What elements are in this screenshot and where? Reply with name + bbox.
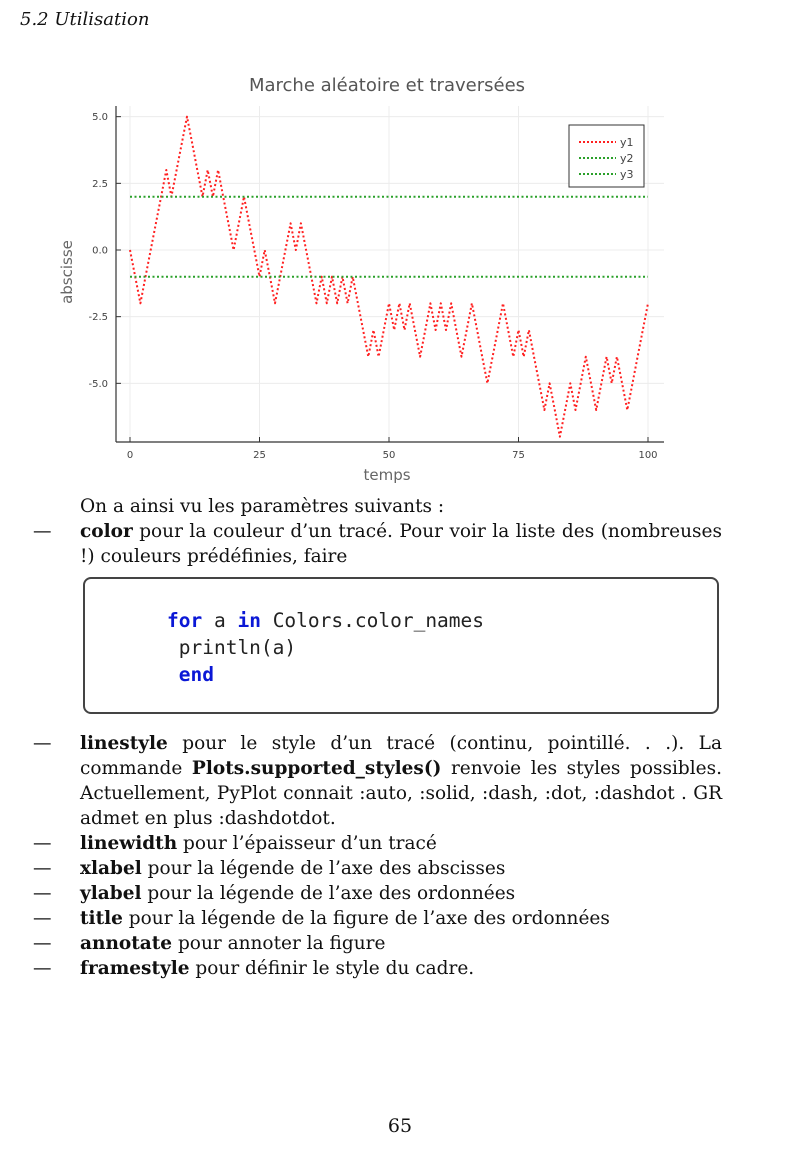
list-item-annotate: [33, 931, 722, 956]
y-tick-label: -2.5: [88, 312, 108, 324]
term-color: color: [80, 521, 133, 542]
list-item-linestyle: [33, 731, 722, 831]
list-dash: —: [33, 833, 52, 854]
term-linewidth: linewidth: [80, 833, 178, 854]
list-item-framestyle: [33, 956, 722, 981]
desc-xlabel: pour la légende de l’axe des abscisses: [141, 858, 506, 879]
y-tick-label: 5.0: [92, 112, 108, 124]
term-linestyle: linestyle: [80, 733, 168, 754]
list-item-ylabel: [33, 881, 722, 906]
code-iterable: Colors.color_names: [260, 609, 485, 632]
y-tick-label: 2.5: [92, 178, 108, 190]
intro-text: On a ainsi vu les paramètres suivants :: [80, 496, 445, 517]
list-dash: —: [33, 958, 52, 979]
x-axis-label: temps: [363, 466, 411, 484]
list-item-title: [33, 906, 722, 931]
code-println: println(a): [167, 636, 297, 659]
x-tick-label: 50: [382, 450, 396, 461]
y-axis-label: abscisse: [58, 240, 76, 304]
page-number: 65: [387, 1115, 413, 1137]
code-keyword-in: in: [237, 609, 261, 632]
code-block: [83, 577, 719, 714]
list-item-linewidth: [33, 831, 722, 856]
list-dash: —: [33, 521, 52, 542]
chart-legend: [569, 125, 644, 187]
list-dash: —: [33, 733, 52, 754]
legend-label-y1: y1: [620, 136, 634, 149]
x-tick-label: 100: [638, 450, 658, 461]
list-item-xlabel: [33, 856, 722, 881]
term-title: title: [80, 908, 123, 929]
desc-linestyle: pour le style d’un tracé (continu, pointillé. . .). La commande: [80, 733, 722, 779]
desc-title: pour la légende de la figure de l’axe des ordonnées: [122, 908, 610, 929]
term-supported-styles: Plots.supported_styles(): [191, 758, 442, 779]
code-keyword-for: for: [167, 609, 203, 632]
parameter-list: [33, 731, 722, 981]
y-tick-label: 0.0: [92, 245, 108, 257]
parameter-list-intro: [33, 494, 722, 569]
x-tick-label: 25: [253, 450, 266, 461]
desc-color: pour la couleur d’un tracé. Pour voir la liste des (nombreuses !) couleurs prédéfinies, faire: [80, 521, 722, 567]
term-annotate: annotate: [80, 933, 173, 954]
list-item-color: [33, 519, 722, 569]
desc-linewidth: pour l’épaisseur d’un tracé: [177, 833, 437, 854]
desc-framestyle: pour définir le style du cadre.: [189, 958, 475, 979]
section-header: 5.2 Utilisation: [20, 9, 150, 30]
x-tick-label: 0: [126, 450, 134, 461]
code-listing: [167, 607, 484, 688]
desc-annotate: pour annoter la figure: [172, 933, 386, 954]
term-ylabel: ylabel: [80, 883, 142, 904]
desc-supported-styles: renvoie les styles possibles. Actuellement, PyPlot connait :auto, :solid, :dash, :dot, :dashdot . GR admet en plus :dashdotdot.: [80, 758, 722, 829]
list-dash: —: [33, 883, 52, 904]
list-dash: —: [33, 933, 52, 954]
random-walk-chart: [56, 68, 676, 490]
y-tick-label: -5.0: [88, 378, 108, 390]
list-dash: —: [33, 908, 52, 929]
x-tick-label: 75: [512, 450, 525, 461]
term-xlabel: xlabel: [80, 858, 142, 879]
legend-label-y2: y2: [620, 152, 634, 165]
desc-ylabel: pour la légende de l’axe des ordonnées: [141, 883, 516, 904]
legend-label-y3: y3: [620, 168, 634, 181]
code-keyword-end: end: [178, 663, 214, 686]
code-var: a: [202, 609, 238, 632]
list-dash: —: [33, 858, 52, 879]
term-framestyle: framestyle: [80, 958, 190, 979]
chart-title: Marche aléatoire et traversées: [248, 75, 526, 96]
